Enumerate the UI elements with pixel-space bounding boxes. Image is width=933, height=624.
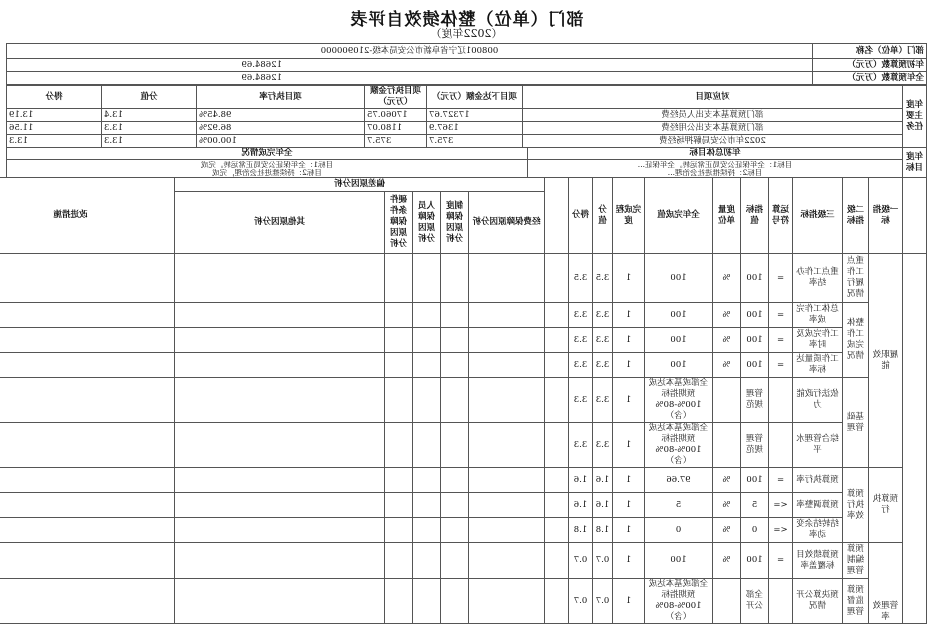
task-weight: 13.4: [102, 109, 197, 122]
indicators-side-spacer: [903, 178, 927, 254]
operator: =: [769, 353, 793, 378]
goals-plan-header: 年初总体目标: [528, 148, 903, 160]
actual-value: 100: [645, 543, 713, 579]
target-value: 全部公开: [741, 579, 769, 624]
target-value: 管理规范: [741, 378, 769, 423]
indicator-row: [0, 468, 927, 493]
completion: 1: [613, 328, 645, 353]
unit: %: [713, 328, 741, 353]
level1-group: 管理效率: [869, 543, 903, 624]
completion: 1: [613, 543, 645, 579]
task-score: 13.3: [7, 135, 102, 148]
header-completion: 完成程度: [613, 178, 645, 254]
level1-group: 履职效能: [869, 254, 903, 468]
completion: 1: [613, 353, 645, 378]
level2-group: 整体工作完成情况: [843, 303, 869, 378]
header-measures: 改进措施: [0, 178, 175, 254]
document-subtitle: （2022年度）: [430, 27, 503, 40]
tasks-side-label: 年度主要任务: [903, 86, 927, 148]
task-project: 部门预算基本支出人员经费: [523, 109, 903, 122]
score: 3.3: [569, 378, 593, 423]
header-reason-hardware: 硬件条件保障原因分析: [385, 192, 413, 254]
operator: <=: [769, 518, 793, 543]
weight: 3.3: [593, 328, 613, 353]
unit: [713, 579, 741, 624]
task-project: 部门预算基本支出公用经费: [523, 122, 903, 135]
tasks-header-exec: 项目执行金额（万元）: [365, 86, 427, 109]
indicator-row: [0, 543, 927, 579]
header-reason-system: 制度保障原因分析: [441, 192, 469, 254]
goals-actual-header: 全年完成情况: [7, 148, 528, 160]
goals-plan-line: 目标1：全年保证公安局正常运转。全年保证...: [637, 160, 793, 169]
task-weight: 13.3: [102, 135, 197, 148]
operator: =: [769, 468, 793, 493]
actual-value: 全部或基本达成预期指标100%-80%（含）: [645, 579, 713, 624]
completion: 1: [613, 303, 645, 328]
weight: 0.7: [593, 579, 613, 624]
task-alloc: 1367.9: [427, 122, 523, 135]
weight: 3.3: [593, 378, 613, 423]
budget-value: 12684.69: [6, 59, 812, 72]
score: 3.3: [569, 353, 593, 378]
header-unit: 度量单位: [713, 178, 741, 254]
tasks-header-alloc: 项目下达金额（万元）: [427, 86, 523, 109]
indicator-row: [0, 579, 927, 624]
weight: 3.3: [593, 423, 613, 468]
target-value: 100: [741, 353, 769, 378]
actual-value: 100: [645, 303, 713, 328]
unit: [713, 378, 741, 423]
header-target: 指标值: [741, 178, 769, 254]
indicators-table: [0, 177, 927, 624]
task-row: [7, 109, 927, 122]
level2-group: 预算执行效率: [843, 468, 869, 543]
level2-group: 重点工作履行情况: [843, 254, 869, 303]
task-project: 2022年市公安局解押场经费: [523, 135, 903, 148]
document-title: 部门（单位）整体绩效自评表: [349, 10, 584, 30]
dept-name-value: 008001辽宁省阜新市公安局本级-210900000: [6, 44, 812, 59]
goals-actual-line: 目标2：持续推进社会治理，完成: [212, 168, 322, 177]
level3-name: 预算绩效目标覆盖率: [793, 543, 843, 579]
header-deviation: 偏差原因分析: [175, 178, 545, 192]
indicator-row: [0, 493, 927, 518]
task-rate: 100.00%: [197, 135, 365, 148]
actual-value: 100: [645, 328, 713, 353]
header-reason-fund: 经费保障原因分析: [469, 192, 545, 254]
unit: %: [713, 254, 741, 303]
completion: 1: [613, 468, 645, 493]
score: 3.5: [569, 254, 593, 303]
goals-side-label: 年度目标: [903, 148, 927, 178]
score: 1.8: [569, 518, 593, 543]
unit: %: [713, 303, 741, 328]
goals-actual-text: [7, 160, 528, 178]
level2-group: 基础管理: [843, 378, 869, 468]
task-row: [7, 122, 927, 135]
level1-group: 预算执行: [869, 468, 903, 543]
score: 0.7: [569, 579, 593, 624]
task-exec: 1180.07: [365, 122, 427, 135]
actual-value: 100: [645, 254, 713, 303]
goals-plan-line: 目标2：持续推进社会治理...: [667, 168, 763, 177]
level3-name: 预算执行率: [793, 468, 843, 493]
weight: 3.5: [593, 254, 613, 303]
operator: =: [769, 328, 793, 353]
tasks-header-weight: 分值: [102, 86, 197, 109]
level3-name: 工作完成及时率: [793, 328, 843, 353]
level3-name: 依法行政能力: [793, 378, 843, 423]
weight: 3.3: [593, 353, 613, 378]
operator: =: [769, 303, 793, 328]
task-rate: 98.45%: [197, 109, 365, 122]
weight: 3.3: [593, 303, 613, 328]
actual-value: 5: [645, 493, 713, 518]
tasks-table: [6, 85, 927, 148]
level3-name: 预决算公开情况: [793, 579, 843, 624]
indicator-row: [0, 254, 927, 303]
indicator-row: [0, 328, 927, 353]
indicator-row: [0, 518, 927, 543]
actual-value: 全部或基本达成预期指标100%-80%（含）: [645, 378, 713, 423]
adjusted-value: 12684.69: [6, 72, 812, 85]
target-value: 0: [741, 518, 769, 543]
target-value: 100: [741, 543, 769, 579]
task-exec: 17060.75: [365, 109, 427, 122]
score: 3.3: [569, 328, 593, 353]
indicator-row: [0, 303, 927, 328]
indicator-row: [0, 378, 927, 423]
operator: =: [769, 543, 793, 579]
score: 0.7: [569, 543, 593, 579]
unit: [713, 423, 741, 468]
unit: %: [713, 518, 741, 543]
adjusted-label: 全年预算数（万元）: [812, 72, 926, 85]
level3-name: 综合管理水平: [793, 423, 843, 468]
tasks-header-project: 对应项目: [523, 86, 903, 109]
header-weight: 分值: [593, 178, 613, 254]
target-value: 5: [741, 493, 769, 518]
header-reason-other: 其他原因分析: [175, 192, 385, 254]
header-operator: 运算符号: [769, 178, 793, 254]
actual-value: 97.66: [645, 468, 713, 493]
header-level1: 一级指标: [869, 178, 903, 254]
completion: 1: [613, 378, 645, 423]
indicator-row: [0, 423, 927, 468]
operator: [769, 423, 793, 468]
header-level3: 三级指标: [793, 178, 843, 254]
weight: 1.6: [593, 493, 613, 518]
completion: 1: [613, 493, 645, 518]
level3-name: 预算调整率: [793, 493, 843, 518]
goals-table: [6, 147, 927, 178]
completion: 1: [613, 518, 645, 543]
level3-name: 总体工作完成率: [793, 303, 843, 328]
completion: 1: [613, 423, 645, 468]
completion: 1: [613, 579, 645, 624]
actual-value: 0: [645, 518, 713, 543]
task-alloc: 17327.67: [427, 109, 523, 122]
tasks-header-score: 得分: [7, 86, 102, 109]
task-score: 11.56: [7, 122, 102, 135]
score: 1.6: [569, 493, 593, 518]
actual-value: 100: [645, 353, 713, 378]
header-actual: 全年完成值: [645, 178, 713, 254]
goals-actual-line: 目标1：全年保证公安局正常运转。完成: [200, 160, 334, 169]
target-value: 100: [741, 328, 769, 353]
indicators-side-cell: [903, 254, 927, 624]
level3-name: 重点工作办结率: [793, 254, 843, 303]
unit: %: [713, 468, 741, 493]
target-value: 100: [741, 303, 769, 328]
dept-name-label: 部门（单位）名称: [812, 44, 926, 59]
target-value: 100: [741, 468, 769, 493]
operator: =: [769, 254, 793, 303]
task-alloc: 375.7: [427, 135, 523, 148]
level2-group: 预算监督管理: [843, 579, 869, 624]
operator: [769, 378, 793, 423]
score: 3.3: [569, 423, 593, 468]
tasks-header-rate: 项目执行率: [197, 86, 365, 109]
indicator-row: [0, 353, 927, 378]
operator: <=: [769, 493, 793, 518]
unit: %: [713, 543, 741, 579]
header-reason-staff: 人员保障原因分析: [413, 192, 441, 254]
task-weight: 13.3: [102, 122, 197, 135]
operator: [769, 579, 793, 624]
header-score: 得分: [569, 178, 593, 254]
task-exec: 375.7: [365, 135, 427, 148]
info-table: [6, 43, 927, 85]
score: 3.3: [569, 303, 593, 328]
header-level2: 二级指标: [843, 178, 869, 254]
weight: 1.8: [593, 518, 613, 543]
task-row: [7, 135, 927, 148]
weight: 1.6: [593, 468, 613, 493]
level3-name: 工作质量达标率: [793, 353, 843, 378]
budget-label: 年初预算数（万元）: [812, 59, 926, 72]
header-spacer: [545, 178, 569, 254]
level3-name: 结转结余变动率: [793, 518, 843, 543]
task-rate: 86.92%: [197, 122, 365, 135]
level2-group: 预算编制管理: [843, 543, 869, 579]
unit: %: [713, 493, 741, 518]
completion: 1: [613, 254, 645, 303]
weight: 0.7: [593, 543, 613, 579]
target-value: 100: [741, 254, 769, 303]
unit: %: [713, 353, 741, 378]
target-value: 管理规范: [741, 423, 769, 468]
actual-value: 全部或基本达成预期指标100%-80%（含）: [645, 423, 713, 468]
score: 1.6: [569, 468, 593, 493]
goals-plan-text: [528, 160, 903, 178]
task-score: 13.19: [7, 109, 102, 122]
